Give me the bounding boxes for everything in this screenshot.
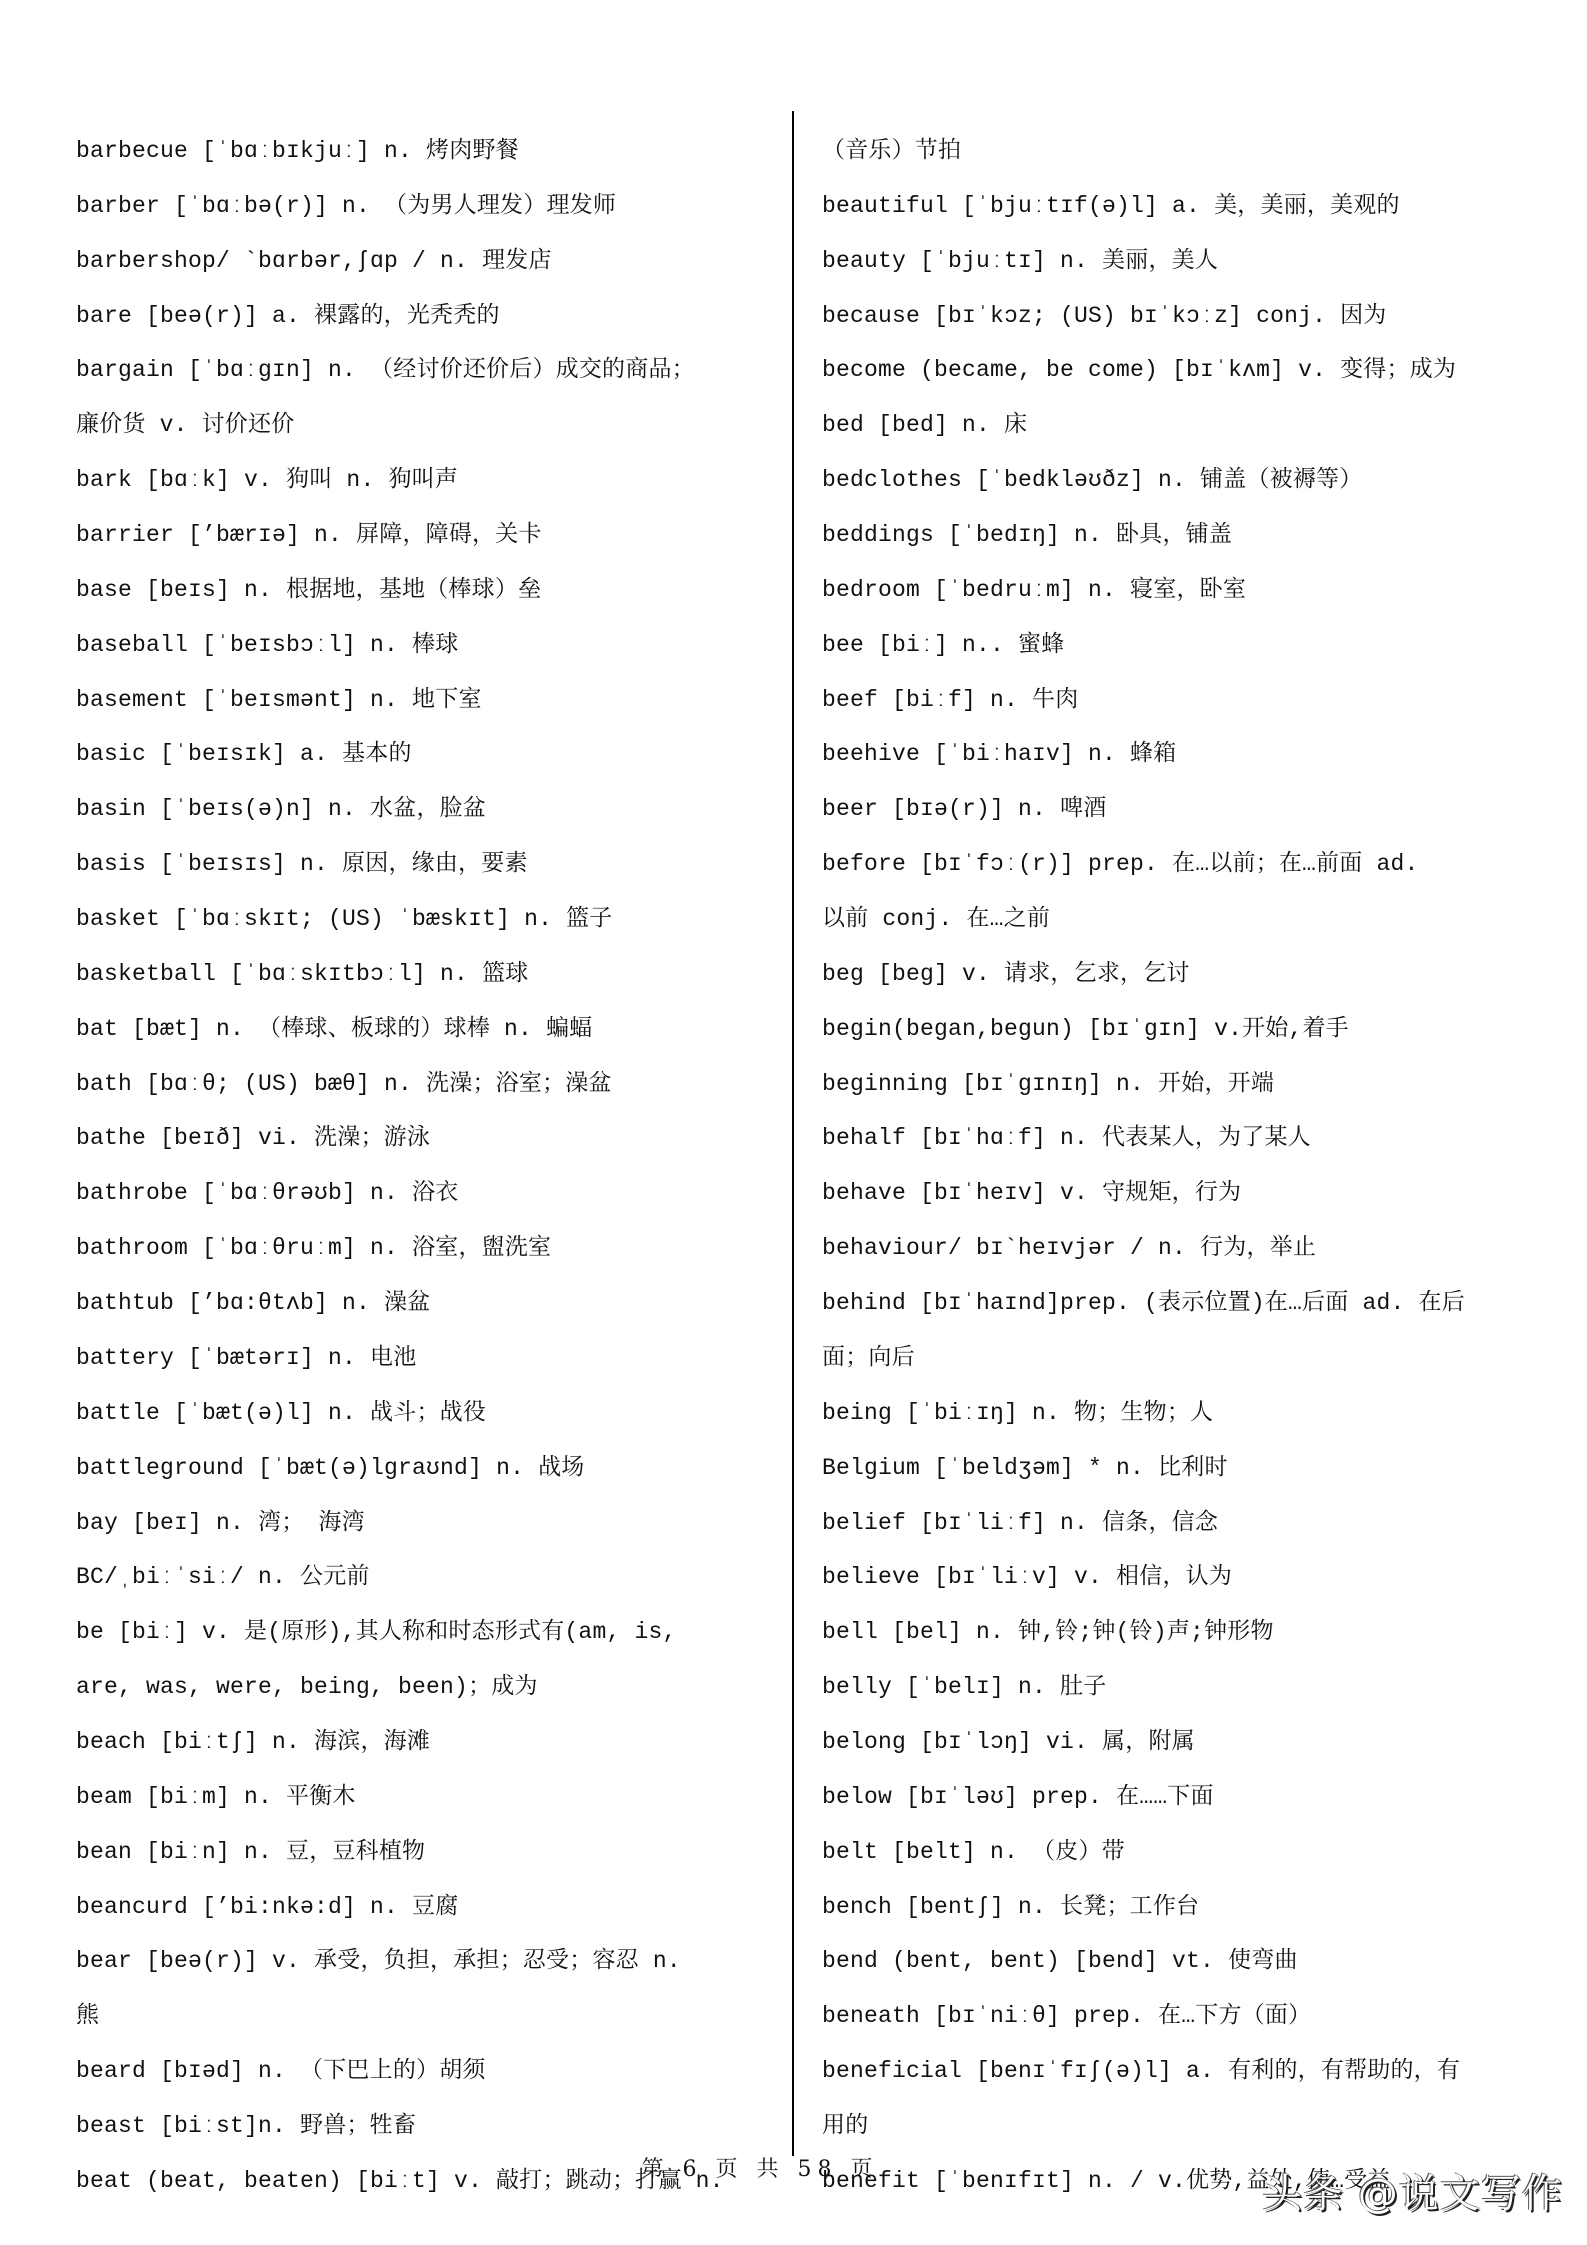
vocab-line: before [bɪˈfɔː(r)] prep. 在…以前；在…前面 ad. (822, 851, 1419, 878)
watermark: 头条 @说文写作 (1262, 2171, 1563, 2217)
vocab-line: BC/ˌbiːˈsiː/ n. 公元前 (76, 1564, 370, 1591)
vocab-line: 面；向后 (822, 1344, 915, 1371)
vocab-line: behave [bɪˈheɪv] v. 守规矩，行为 (822, 1180, 1242, 1207)
vocab-line: barbecue [ˈbɑːbɪkjuː] n. 烤肉野餐 (76, 138, 519, 164)
vocab-line: beancurd [’bi:nkə:d] n. 豆腐 (76, 1893, 459, 1920)
vocab-line: below [bɪˈləʊ] prep. 在……下面 (822, 1783, 1214, 1810)
vocab-line: beard [bɪəd] n. （下巴上的）胡须 (76, 2058, 486, 2085)
vocab-line: bathe [beɪð] vi. 洗澡；游泳 (76, 1125, 431, 1152)
vocab-line: bay [beɪ] n. 湾； 海湾 (76, 1509, 365, 1536)
vocab-line: 用的 (822, 2112, 869, 2139)
vocab-line: beat (beat, beaten) [biːt] v. 敲打；跳动；打赢 n. (76, 2167, 724, 2194)
vocab-line: basis [ˈbeɪsɪs] n. 原因，缘由，要素 (76, 851, 528, 878)
vocab-line: bear [beə(r)] v. 承受，负担，承担；忍受；容忍 n. (76, 1948, 681, 1975)
vocab-line: beautiful [ˈbjuːtɪf(ə)l] a. 美，美丽，美观的 (822, 192, 1400, 219)
vocab-line: barrier [’bærɪə] n. 屏障，障碍，关卡 (76, 522, 542, 549)
vocab-line: beddings [ˈbedɪŋ] n. 卧具，铺盖 (822, 522, 1233, 549)
vocab-line: bench [bentʃ] n. 长凳；工作台 (822, 1893, 1200, 1920)
vocab-line: belong [bɪˈlɔŋ] vi. 属，附属 (822, 1728, 1195, 1755)
vocab-line: bare [beə(r)] a. 裸露的，光秃秃的 (76, 302, 500, 329)
vocab-line: basic [ˈbeɪsɪk] a. 基本的 (76, 741, 412, 768)
vocab-line: being [ˈbiːɪŋ] n. 物；生物；人 (822, 1399, 1214, 1426)
vocab-line: believe [bɪˈliːv] v. 相信，认为 (822, 1564, 1233, 1591)
vocab-line: become (became, be come) [bɪˈkʌm] v. 变得；成为 (822, 357, 1457, 384)
vocab-line: bell [bel] n. 钟,铃;钟(铃)声;钟形物 (822, 1619, 1274, 1646)
vocab-line: bed [bed] n. 床 (822, 412, 1028, 439)
vocab-line: bean [biːn] n. 豆，豆科植物 (76, 1838, 426, 1865)
vocab-line: bend (bent, bent) [bend] vt. 使弯曲 (822, 1948, 1298, 1975)
vocab-line: behalf [bɪˈhɑːf] n. 代表某人，为了某人 (822, 1125, 1311, 1152)
vocab-line: basket [ˈbɑːskɪt; (US) ˈbæskɪt] n. 篮子 (76, 906, 613, 933)
vocab-line: because [bɪˈkɔz; (US) bɪˈkɔːz] conj. 因为 (822, 302, 1387, 329)
vocab-line: beauty [ˈbjuːtɪ] n. 美丽，美人 (822, 247, 1219, 274)
vocab-line: battleground [ˈbæt(ə)lɡraʊnd] n. 战场 (76, 1454, 585, 1481)
vocab-line: beef [biːf] n. 牛肉 (822, 686, 1079, 713)
vocab-line: barber [ˈbɑːbə(r)] n. （为男人理发）理发师 (76, 192, 617, 219)
vocab-line: battery [ˈbætərɪ] n. 电池 (76, 1344, 417, 1371)
vocab-line: beach [biːtʃ] n. 海滨，海滩 (76, 1728, 431, 1755)
vocab-line: baseball [ˈbeɪsbɔːl] n. 棒球 (76, 631, 459, 658)
vocab-line: bathtub [’bɑ:θtʌb] n. 澡盆 (76, 1290, 431, 1317)
vocab-line: bee [biː] n.. 蜜蜂 (822, 631, 1065, 658)
vocab-line: bedclothes [ˈbedkləʊðz] n. 铺盖（被褥等） (822, 467, 1363, 494)
vocab-line: bathroom [ˈbɑːθruːm] n. 浴室，盥洗室 (76, 1235, 552, 1262)
vocab-line: bat [bæt] n. （棒球、板球的）球棒 n. 蝙蝠 (76, 1015, 593, 1042)
vocab-line: basketball [ˈbɑːskɪtbɔːl] n. 篮球 (76, 960, 529, 987)
vocab-line: belief [bɪˈliːf] n. 信条，信念 (822, 1509, 1219, 1536)
vocab-line: 以前 conj. 在…之前 (822, 906, 1051, 933)
vocab-line: beginning [bɪˈɡɪnɪŋ] n. 开始，开端 (822, 1070, 1275, 1097)
vocab-line: basement [ˈbeɪsmənt] n. 地下室 (76, 686, 482, 713)
vocab-line: behind [bɪˈhaɪnd]prep. (表示位置)在…后面 ad. 在后 (822, 1290, 1465, 1317)
column-divider (792, 111, 794, 2156)
vocab-line: beam [biːm] n. 平衡木 (76, 1783, 356, 1810)
vocab-line: behaviour/ bɪ`heɪvjər / n. 行为，举止 (822, 1235, 1317, 1262)
vocab-line: benefit [ˈbenɪfɪt] n. / v.优势,益处,使…受益 (822, 2167, 1391, 2194)
vocab-line: belly [ˈbelɪ] n. 肚子 (822, 1674, 1107, 1701)
vocab-line: battle [ˈbæt(ə)l] n. 战斗；战役 (76, 1399, 487, 1426)
vocab-line: beneficial [benɪˈfɪʃ(ə)l] a. 有利的，有帮助的，有 (822, 2058, 1461, 2085)
vocab-line: are, was, were, being, been)；成为 (76, 1674, 538, 1701)
vocab-line: basin [ˈbeɪs(ə)n] n. 水盆，脸盆 (76, 796, 487, 823)
page-number-footer: 第 6 页 共 58 页 (641, 2157, 879, 2182)
vocab-line: beast [biːst]n. 野兽；牲畜 (76, 2112, 417, 2139)
vocab-line: beehive [ˈbiːhaɪv] n. 蜂箱 (822, 741, 1177, 768)
vocab-line: 廉价货 v. 讨价还价 (76, 412, 295, 439)
vocab-line: bark [bɑːk] v. 狗叫 n. 狗叫声 (76, 467, 459, 494)
vocab-line: barbershop/ `bɑrbər,ʃɑp / n. 理发店 (76, 247, 552, 274)
vocab-line: bathrobe [ˈbɑːθrəʊb] n. 浴衣 (76, 1180, 459, 1207)
vocab-line: beg [beɡ] v. 请求，乞求，乞讨 (822, 960, 1190, 987)
vocab-line: beneath [bɪˈniːθ] prep. 在…下方（面） (822, 2003, 1312, 2030)
vocab-line: bargain [ˈbɑːɡɪn] n. （经讨价还价后）成交的商品； (76, 357, 695, 384)
vocab-line: bedroom [ˈbedruːm] n. 寝室，卧室 (822, 576, 1247, 603)
vocab-line: base [beɪs] n. 根据地，基地（棒球）垒 (76, 576, 542, 603)
vocab-line: 熊 (76, 2003, 100, 2030)
vocab-line: bath [bɑːθ; (US) bæθ] n. 洗澡；浴室；澡盆 (76, 1070, 612, 1097)
vocab-line: begin(began,begun) [bɪˈɡɪn] v.开始,着手 (822, 1015, 1349, 1042)
vocab-line: be [biː] v. 是(原形),其人称和时态形式有(am, is, (76, 1619, 677, 1646)
vocab-line: beer [bɪə(r)] n. 啤酒 (822, 796, 1107, 823)
vocab-line: （音乐）节拍 (822, 138, 962, 164)
vocab-line: belt [belt] n. （皮）带 (822, 1838, 1125, 1865)
vocab-line: Belgium [ˈbeldʒəm] * n. 比利时 (822, 1454, 1228, 1481)
